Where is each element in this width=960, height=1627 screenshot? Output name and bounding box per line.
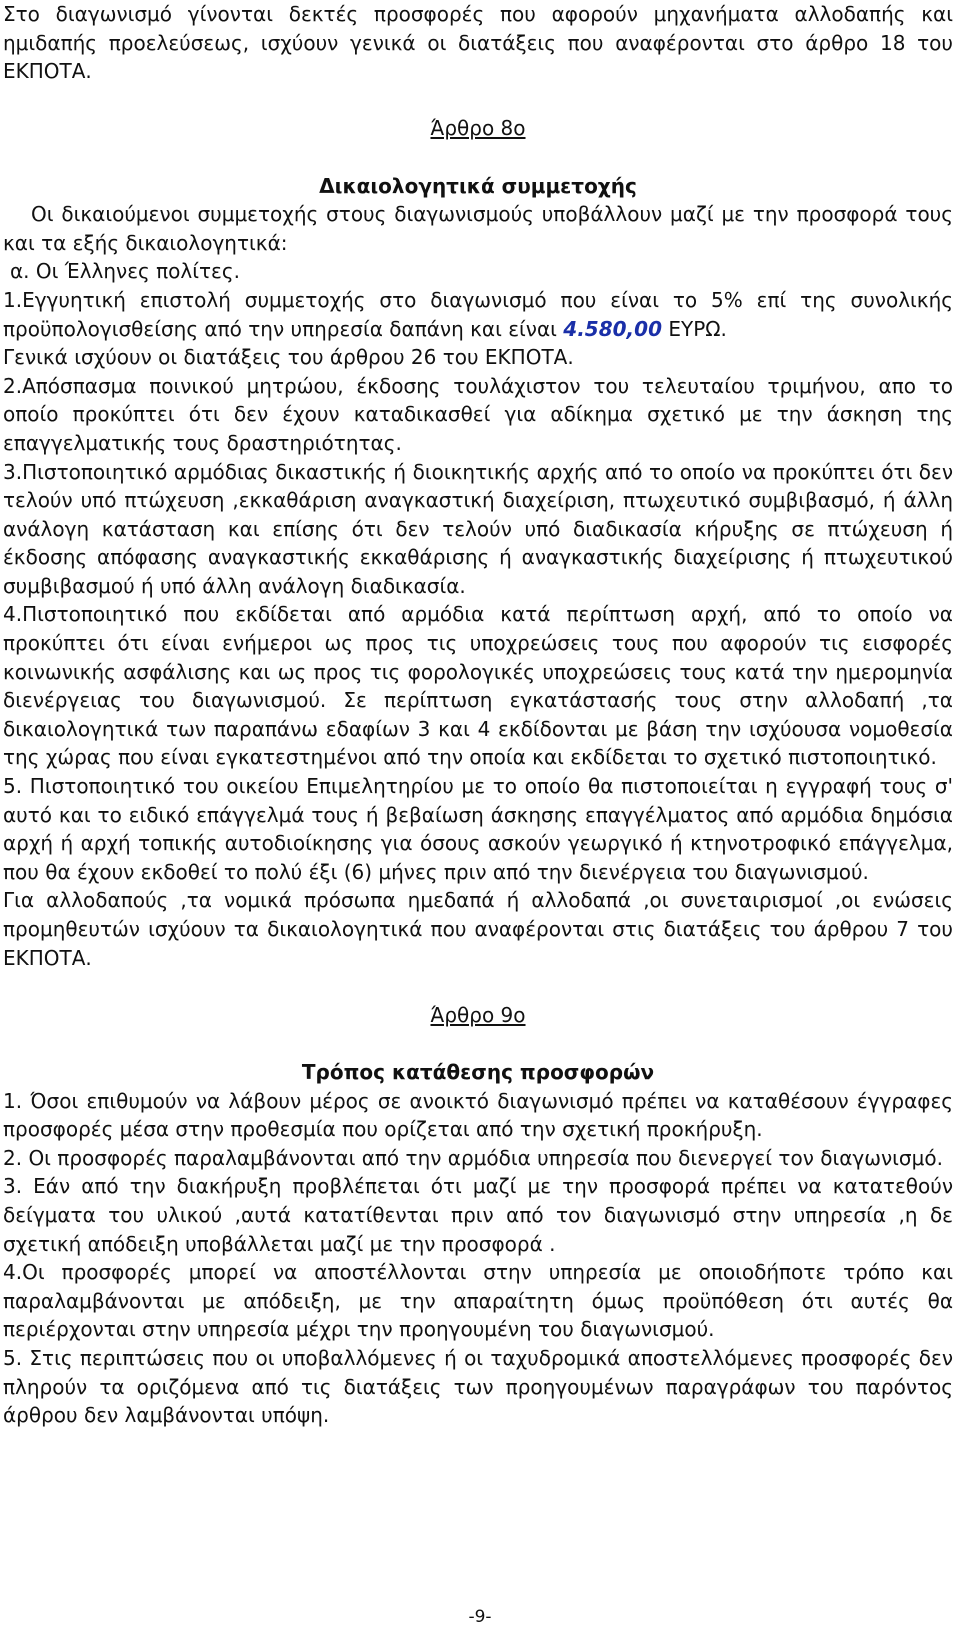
intro-paragraph: Στο διαγωνισμό γίνονται δεκτές προσφορές που αφορούν μηχανήματα αλλοδαπής και ημιδαπής προελεύσεως, ισχύουν γενικά οι διατάξεις που αναφέρονται στο άρθρο 18 του ΕΚΠΟΤΑ.	[3, 2, 953, 84]
item-1-text: 1.Εγγυητική επιστολή συμμετοχής στο διαγωνισμό που είναι το 5% επί της συνολικής προϋπολογισθείσης από την υπηρεσία δαπάνη και είναι	[3, 287, 953, 341]
blank-line	[3, 972, 953, 1001]
article-8-foreign-note: Για αλλοδαπούς ,τα νομικά πρόσωπα ημεδαπά ή αλλοδαπά ,οι συνεταιρισμοί ,οι ενώσεις προμηθευτών ισχύουν τα δικαιολογητικά που αναφέρονται στις διατάξεις του άρθρου 7 του ΕΚΠΟΤΑ.	[3, 888, 953, 970]
article-8-item-1	[3, 286, 953, 343]
article-8-subsection-a: α. Οι Έλληνες πολίτες.	[10, 259, 240, 284]
article-8-lead: Οι δικαιούμενοι συμμετοχής στους διαγωνισμούς υποβάλλουν μαζί με την προσφορά τους και τα εξής δικαιολογητικά:	[3, 202, 953, 255]
article-9-item-2: 2. Οι προσφορές παραλαμβάνονται από την αρμόδια υπηρεσία που διενεργεί τον διαγωνισμό.	[3, 1145, 943, 1170]
article-8-item-4: 4.Πιστοποιητικό που εκδίδεται από αρμόδια κατά περίπτωση αρχή, από το οποίο να προκύπτει ότι είναι ενήμεροι ως προς τις υποχρεώσεις τους που αφορούν τις εισφορές κοινωνικής ασφάλισης και ως προς τις φορολογικές υποχρεώσεις τους κατά την ημερομηνία διενέργειας του διαγωνισμού. Σε περίπτωση εγκατάστασής τους στην αλλοδαπή ,τα δικαιολογητικά των παραπάνω εδαφίων 3 και 4 εκδίδονται με βάση την ισχύουσα νομοθεσία της χώρας που είναι εγκατεστημένοι από την οποία και εκδίδεται το σχετικό πιστοποιητικό.	[3, 602, 953, 770]
article-8-item-2: 2.Απόσπασμα ποινικού μητρώου, έκδοσης τουλάχιστον του τελευταίου τριμήνου, απο το οποίο προκύπτει ότι δεν έχουν καταδικασθεί για αδίκημα σχετικό με την άσκηση της επαγγελματικής τους δραστηριότητας.	[3, 373, 953, 455]
blank-line	[3, 86, 953, 115]
article-9-item-3: 3. Εάν από την διακήρυξη προβλέπεται ότι μαζί με την προσφορά πρέπει να κατατεθούν δείγματα του υλικού ,αυτά κατατίθενται πριν από τον διαγωνισμό στην υπηρεσία ,η δε σχετική απόδειξη υποβάλλεται μαζί με την προσφορά .	[3, 1174, 953, 1256]
article-8-title: Άρθρο 8ο	[430, 116, 526, 141]
blank-line	[3, 143, 953, 172]
article-8-heading: Δικαιολογητικά συμμετοχής	[319, 173, 637, 198]
blank-line	[3, 1029, 953, 1058]
article-8-item-5: 5. Πιστοποιητικό του οικείου Επιμελητηρίου με το οποίο θα πιστοποιείται η εγγραφή τους σ' αυτό και το ειδικό επάγγελμά τους ή βεβαίωση άσκησης επαγγέλματος από αρμόδια δημόσια αρχή ή αρχή τοπικής αυτοδιοίκησης για όσους ασκούν γεωργικό ή κτηνοτροφικό επάγγελμα, που θα έχουν εκδοθεί το πολύ έξι (6) μήνες πριν από την διενέργεια του διαγωνισμού.	[3, 774, 953, 884]
guarantee-amount: 4.580,00	[563, 316, 662, 341]
article-9-title: Άρθρο 9ο	[430, 1002, 526, 1027]
article-9-heading: Τρόπος κατάθεσης προσφορών	[301, 1059, 655, 1084]
article-9-item-4: 4.Οι προσφορές μπορεί να αποστέλλονται στην υπηρεσία με οποιοδήποτε τρόπο και παραλαμβάνονται με απόδειξη, με την απαραίτητη όμως προϋπόθεση ότι αυτές θα περιέρχονται στην υπηρεσία μέχρι την προηγουμένη του διαγωνισμού.	[3, 1260, 953, 1342]
article-9-item-5: 5. Στις περιπτώσεις που οι υποβαλλόμενες ή οι ταχυδρομικά αποστελλόμενες προσφορές δεν πληρούν τα οριζόμενα από τις διατάξεις των προηγουμένων παραγράφων του παρόντος άρθρου δεν λαμβάνονται υπόψη.	[3, 1345, 953, 1428]
article-9-item-1: 1. Όσοι επιθυμούν να λάβουν μέρος σε ανοικτό διαγωνισμό πρέπει να καταθέσουν έγγραφες προσφορές μέσα στην προθεσμία που ορίζεται από την σχετική προκήρυξη.	[3, 1088, 953, 1142]
page-number: -9-	[468, 1607, 492, 1627]
currency-label: ΕΥΡΩ.	[662, 316, 727, 341]
document-page	[3, 0, 953, 1430]
article-8-item-3: 3.Πιστοποιητικό αρμόδιας δικαστικής ή διοικητικής αρχής από το οποίο να προκύπτει ότι δεν τελούν υπό πτώχευση ,εκκαθάριση αναγκαστική διαχείριση, πτωχευτικό συμβιβασμό, ή άλλη ανάλογη κατάσταση και επίσης ότι δεν τελούν υπό διαδικασία κήρυξης σε πτώχευση ή έκδοσης απόφασης αναγκαστικής εκκαθάρισης ή αναγκαστικής διαχείρισης ή πτωχευτικού συμβιβασμού ή υπό άλλη ανάλογη διαδικασία.	[3, 459, 953, 598]
article-8-item-1-note: Γενικά ισχύουν οι διατάξεις του άρθρου 26 του ΕΚΠΟΤΑ.	[3, 345, 574, 370]
